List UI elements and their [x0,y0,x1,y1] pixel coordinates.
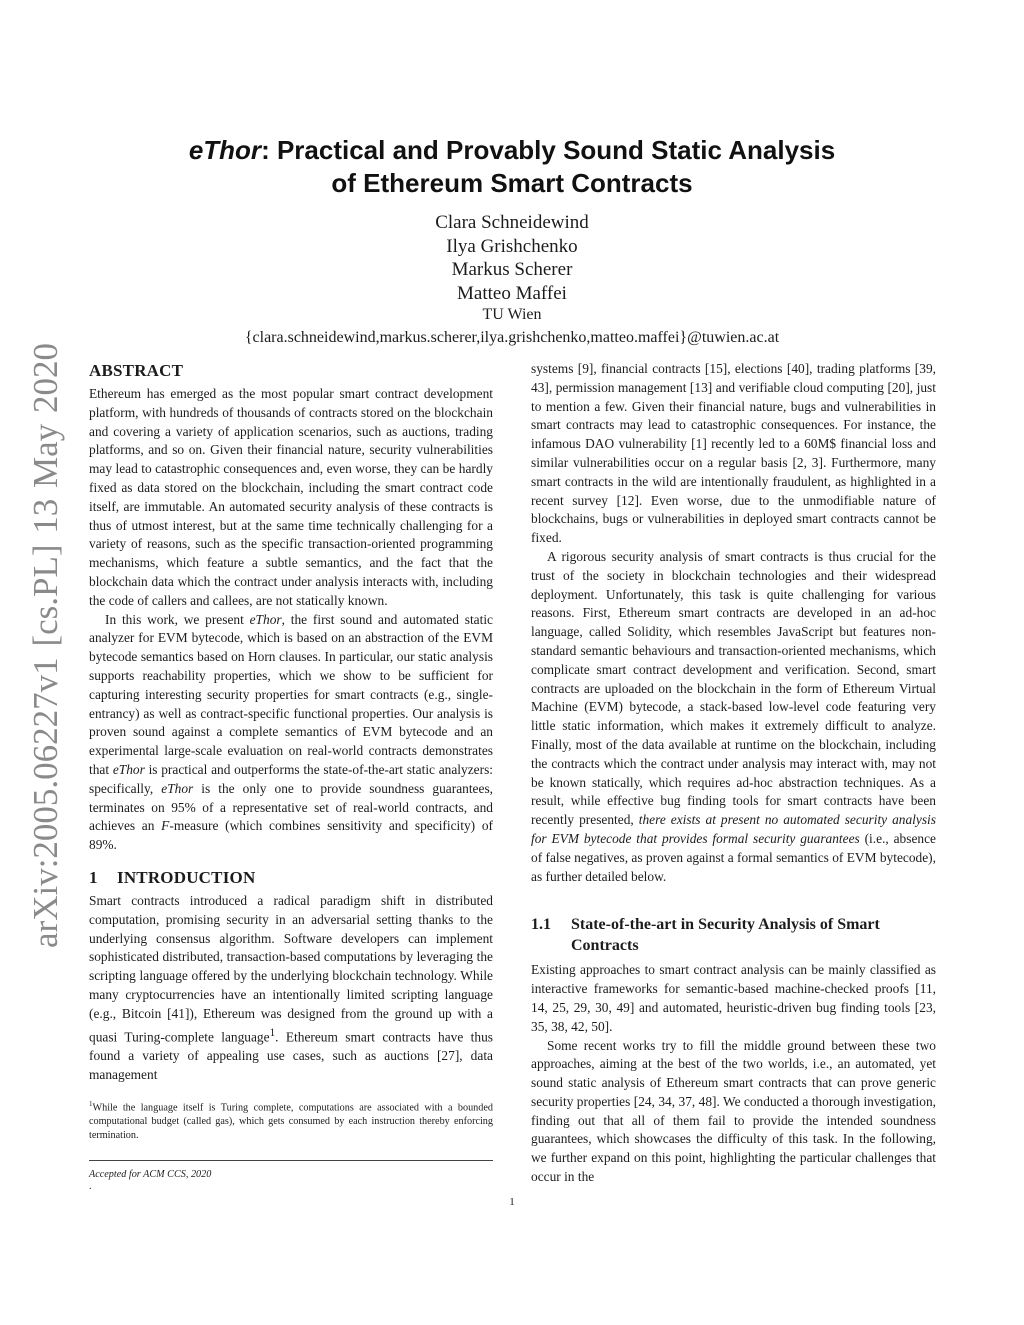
subsection-paragraph-2: Some recent works try to fill the middle ground between these two approaches, aiming at the best of the two worlds, i.e., an automated, yet sound static analysis of Ethereum smart contracts that can prove generic security properties [24, 34, 37, 48]. We conducted a thorough investigation, finding out that all of them fail to provide the intended soundness guarantees, which showcases the difficulty of this task. In the following, we further expand on this point, highlighting the particular challenges that occur in the [531,1037,936,1185]
author-name: Matteo Maffei [457,282,567,304]
right-column [531,360,936,1187]
text-run: -measure (which combines sensitivity and specificity) of 89%. [89,818,493,853]
f-measure-symbol: F [161,818,170,834]
author-name: Clara Schneidewind [435,212,589,233]
author-name: Ilya Grishchenko [446,235,578,257]
footnote-mark: 1 [89,1100,93,1109]
paper-title [110,134,914,200]
tool-name: eThor [188,135,262,165]
abstract-paragraph-2 [89,611,493,855]
emphasized-claim: there exists at present no automated security analysis for EVM bytecode that provides formal security guarantees [531,812,936,846]
footer-dot: . [89,1181,92,1193]
title-line-1-rest: : Practical and Provably Sound Static Analysis [261,135,836,165]
affiliation: TU Wien [482,306,542,323]
abstract-paragraph-1: Ethereum has emerged as the most popular smart contract development platform, with hundreds of thousands of contracts stored on the blockchain and covering a variety of application scenarios, such as auctions, trading platforms, and so on. Given their financial nature, security vulnerabilities may lead to catastrophic consequences and, even worse, they can be hardly fixed as data stored on the blockchain, including the smart contract code itself, are immutable. An automated security analysis of these contracts is thus of utmost interest, but at the same time technically challenging for a variety of reasons, such as the specific transaction-oriented programming mechanisms, which feature a subtle semantics, and the fact that the blockchain data which the contract under analysis interacts with, including the code of callers and callees, are not statically known. [89,386,493,608]
footnote-text: While the language itself is Turing complete, computations are associated with a bounded computational budget (called gas), which gets consumed by each instruction thereby enforcing termination. [89,1102,493,1141]
footnote [89,1098,493,1142]
subsection-paragraph-1: Existing approaches to smart contract analysis can be mainly classified as interactive frameworks for semantic-based machine-checked proofs [11, 14, 25, 29, 30, 49] and automated, heuristic-driven bug finding tools [23, 35, 38, 42, 50]. [531,962,936,1034]
arxiv-identifier: arXiv:2005.06227v1 [cs.PL] 13 May 2020 [26,343,65,948]
acceptance-note: Accepted for ACM CCS, 2020 [89,1169,212,1181]
text-run: is the only one to provide soundness guarantees, terminates on 95% of a representative set of real-world contracts, and achieves an [89,780,494,834]
subsection-title: State-of-the-art in Security Analysis of Smart Contracts [571,916,880,955]
subsection-number: 1.1 [531,916,551,934]
introduction-paragraph-2: systems [9], financial contracts [15], elections [40], trading platforms [39, 43], permission management [13] and verifiable cloud computing [20], just to mention a few. Given their financial nature, bugs and vulnerabilities in smart contracts may lead to catastrophic consequences. For instance, the infamous DAO vulnerability [1] recently led to a 60M$ financial loss and similar vulnerabilities occur on a regular basis [2, 3]. Furthermore, many smart contracts in the wild are intentionally fraudulent, as highlighted in a recent survey [12]. Even worse, due to the unmodifiable nature of blockchains, bugs or vulnerabilities in deployed smart contracts cannot be fixed. [531,361,936,546]
author-name: Markus Scherer [451,259,573,280]
left-column [89,360,493,1193]
text-run: A rigorous security analysis of smart contracts is thus crucial for the trust of the society in blockchain technologies and their widespread deployment. Unfortunately, this task is quite challenging for various reasons. First, Ethereum smart contracts are developed in an ad-hoc language, called Solidity, which resembles JavaScript but features non-standard semantic behaviours and transaction-oriented mechanisms, which complicate smart contract development and verification. Second, smart contracts are uploaded on the blockchain in the form of Ethereum Virtual Machine (EVM) bytecode, a stack-based low-level code featuring very little static information, which makes it extremely difficult to analyze. Finally, most of the data available at runtime on the blockchain, including the contracts which the contract under analysis may interact with, may not be known statically, which requires ad-hoc abstraction techniques. As a result, while effective bug finding tools for smart contracts have been recently presented, [531,548,936,828]
introduction-paragraph-1 [89,892,493,1084]
text-run: (i.e., absence of false negatives, as proven against a formal semantics of EVM bytecode), as further detailed below. [531,830,936,884]
tool-name: eThor [249,611,282,627]
tool-name: eThor [161,780,194,796]
author-block [212,211,812,348]
text-run: . Ethereum smart contracts have thus found a variety of appealing use cases, such as auctions [27], data management [89,1028,493,1082]
section-title: INTRODUCTION [117,867,256,887]
title-line-1 [110,134,914,167]
arxiv-margin-stamp [16,343,76,948]
footnote-reference[interactable]: 1 [269,1026,276,1039]
section-number: 1 [89,867,98,887]
text-run: is practical and outperforms the state-of-the-art static analyzers: specifically, [89,761,493,796]
introduction-paragraph-3 [531,548,936,886]
title-line-2: of Ethereum Smart Contracts [331,168,693,198]
tool-name: eThor [112,761,145,777]
footer-rule [89,1160,493,1161]
introduction-heading [89,867,493,889]
text-run: , the first sound and automated static analyzer for EVM bytecode, which is based on an abstraction of the EVM bytecode semantics based on Horn clauses. In particular, our static analysis supports reachability properties, which we show to be sufficient for capturing interesting security properties for smart contracts (e.g., single-entrancy) as well as contract-specific functional properties. Our analysis is proven sound against a complete semantics of EVM bytecode and an experimental large-scale evaluation on real-world contracts demonstrates that [89,611,493,777]
subsection-heading [531,914,936,956]
text-run: Smart contracts introduced a radical paradigm shift in distributed computation, promising security in an adversarial setting thanks to the underlying consensus algorithm. Software developers can implement sophisticated distributed, transaction-based computations by leveraging the scripting language offered by the underlying blockchain technology. While many cryptocurrencies have an intentionally limited scripting language (e.g., Bitcoin [41]), Ethereum was designed from the ground up with a quasi Turing-complete language [89,892,493,1044]
author-emails: {clara.schneidewind,markus.scherer,ilya.grishchenko,matteo.maffei}@tuwien.ac.at [244,329,780,346]
abstract-heading: ABSTRACT [89,361,184,380]
page-number: 1 [509,1196,515,1208]
text-run: In this work, we present [105,611,250,627]
